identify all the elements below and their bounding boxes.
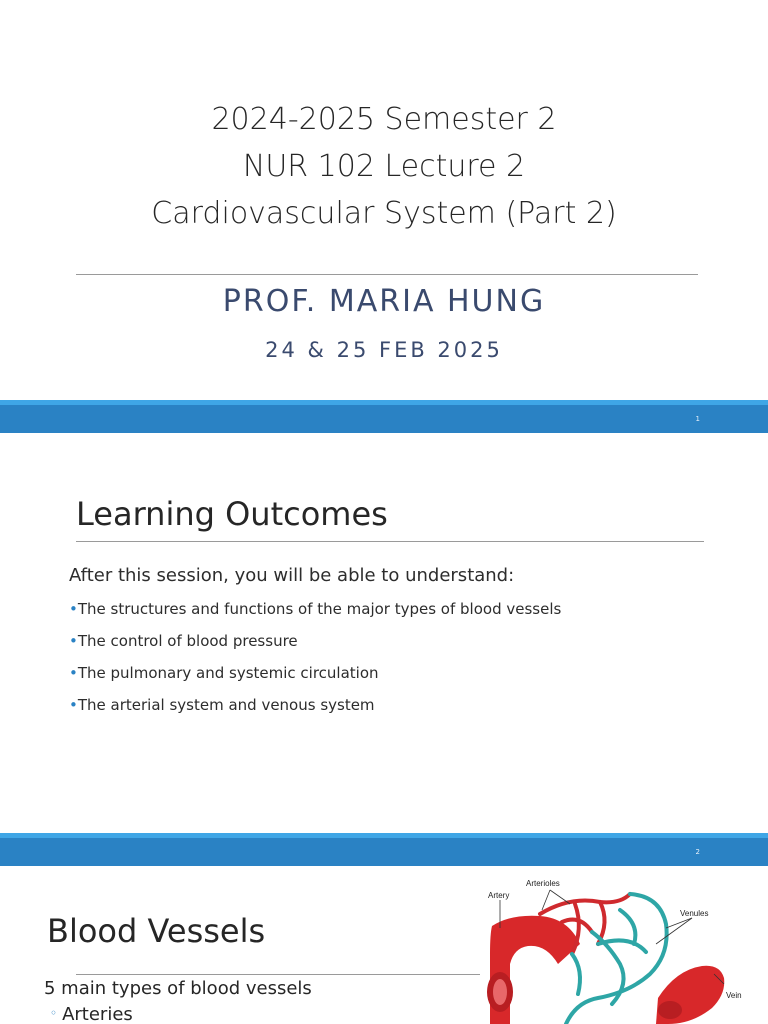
bullet-icon: • bbox=[69, 632, 78, 650]
outcomes-list bbox=[69, 599, 561, 727]
bullet-icon: • bbox=[69, 600, 78, 618]
venules-shape bbox=[566, 894, 667, 1024]
page-number: 2 bbox=[695, 848, 700, 856]
list-item: ◦ Arteries bbox=[50, 1004, 133, 1024]
learning-outcomes-slide bbox=[0, 433, 768, 833]
heading-divider bbox=[76, 541, 704, 542]
bullet-icon: • bbox=[69, 664, 78, 682]
page-number: 1 bbox=[695, 415, 700, 423]
blood-vessels-slide bbox=[0, 866, 768, 1024]
title-divider bbox=[76, 274, 698, 275]
ring-bullet-icon: ◦ bbox=[50, 1006, 58, 1020]
course-line: NUR 102 Lecture 2 bbox=[242, 149, 526, 184]
list-item: •The control of blood pressure bbox=[69, 632, 298, 650]
topic-line: Cardiovascular System (Part 2) bbox=[151, 196, 617, 231]
slide-footer-band bbox=[0, 400, 768, 433]
slide-heading: Learning Outcomes bbox=[76, 495, 388, 533]
intro-text: After this session, you will be able to understand: bbox=[69, 565, 515, 586]
list-item: •The arterial system and venous system bbox=[69, 696, 375, 714]
blood-vessel-diagram bbox=[480, 874, 768, 1024]
bullet-icon: • bbox=[69, 696, 78, 714]
vein-label: Vein bbox=[726, 991, 742, 1000]
arterioles-label: Arterioles bbox=[526, 879, 560, 888]
list-item: •The structures and functions of the major types of blood vessels bbox=[69, 600, 562, 618]
artery-label: Artery bbox=[488, 891, 510, 900]
slide-heading: Blood Vessels bbox=[47, 912, 266, 950]
artery-shape bbox=[487, 916, 580, 1024]
lecture-date: 24 & 25 FEB 2025 bbox=[265, 338, 503, 362]
slide-title-block bbox=[0, 96, 768, 237]
presenter-name: PROF. MARIA HUNG bbox=[222, 284, 546, 319]
heading-divider bbox=[76, 974, 480, 975]
list-item: •The pulmonary and systemic circulation bbox=[69, 664, 379, 682]
subtitle-text: 5 main types of blood vessels bbox=[44, 978, 312, 999]
title-slide bbox=[0, 0, 768, 400]
venules-label: Venules bbox=[680, 909, 709, 918]
slide-footer-band bbox=[0, 833, 768, 866]
semester-line: 2024-2025 Semester 2 bbox=[211, 102, 557, 137]
